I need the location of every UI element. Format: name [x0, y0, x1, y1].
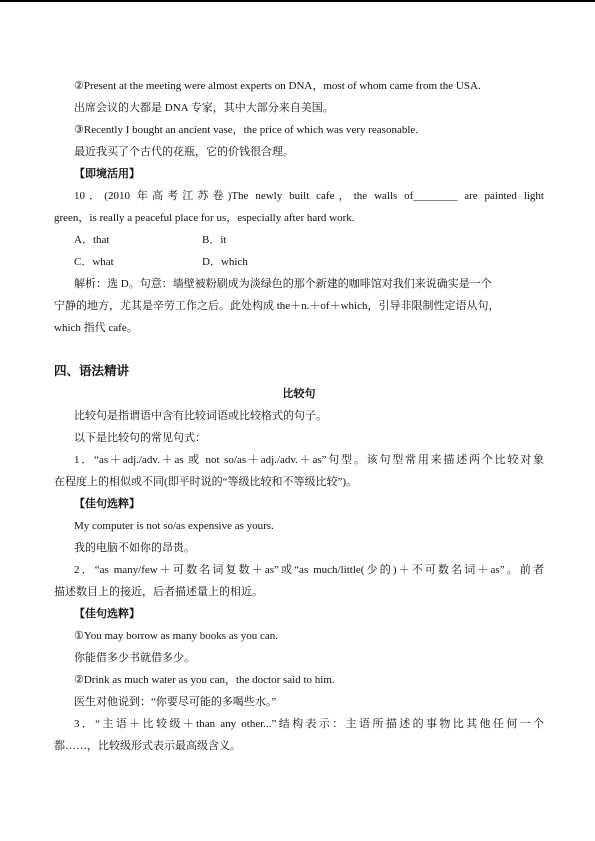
option-a: A．that	[74, 234, 110, 246]
point-2-example-2-chinese: 医生对他说到：“你要尽可能的多喝些水。”	[74, 696, 277, 708]
option-b: B．it	[202, 234, 227, 246]
examples-title-1: 【佳句选粹】	[74, 498, 140, 510]
point-1-example-chinese: 我的电脑不如你的昂贵。	[74, 542, 195, 554]
answer-line-2: 宁静的地方，尤其是辛劳工作之后。此处构成 the＋n.＋of＋which，引导非限制性定语从句，	[54, 300, 500, 312]
point-1-line-2: 在程度上的相似或不同(即平时说的“等级比较和不等级比较”)。	[54, 476, 358, 488]
answer-line-1: 解析：选 D。句意：墙壁被粉刷成为淡绿色的那个新建的咖啡馆对我们来说确实是一个	[74, 278, 492, 290]
point-2-example-1-chinese: 你能借多少书就借多少。	[74, 652, 195, 664]
page-top-rule	[0, 0, 595, 2]
option-d: D．which	[202, 256, 248, 268]
point-3-line-1: 3．“主语＋比较级＋than any other...”结构表示：主语所描述的事物比其他任何一个	[74, 718, 544, 730]
examples-title-2: 【佳句选粹】	[74, 608, 140, 620]
example-2-english: ②Present at the meeting were almost experts on DNA，most of whom came from the USA.	[74, 80, 481, 92]
topic-title: 比较句	[282, 388, 316, 400]
intro-line-2: 以下是比较句的常见句式：	[74, 432, 206, 444]
question-10-line-2: green，is really a peaceful place for us，especially after hard work.	[54, 212, 355, 224]
intro-line-1: 比较句是指谓语中含有比较词语或比较格式的句子。	[74, 410, 327, 422]
point-2-line-1: 2．“as many/few＋可数名词复数＋as”或“as much/little(少的)＋不可数名词＋as”。前者	[74, 564, 544, 576]
point-1-example-english: My computer is not so/as expensive as yours.	[74, 520, 274, 532]
point-3-line-2: 都……，比较级形式表示最高级含义。	[54, 740, 241, 752]
section-heading-grammar: 四、语法精讲	[54, 364, 130, 378]
point-2-line-2: 描述数目上的接近，后者描述量上的相近。	[54, 586, 263, 598]
example-2-chinese: 出席会议的大都是 DNA 专家，其中大部分来自美国。	[74, 102, 334, 114]
options-row-2	[74, 254, 248, 270]
example-3-english: ③Recently I bought an ancient vase，the price of which was very reasonable.	[74, 124, 419, 136]
example-3-chinese: 最近我买了个古代的花瓶，它的价钱很合理。	[74, 146, 294, 158]
practice-title: 【即境活用】	[74, 168, 140, 180]
point-2-example-1-english: ①You may borrow as many books as you can.	[74, 630, 278, 642]
point-1-line-1: 1．“as＋adj./adv.＋as 或 not so/as＋adj./adv.＋as”句型。该句型常用来描述两个比较对象	[74, 454, 544, 466]
answer-line-3: which 指代 cafe。	[54, 322, 138, 334]
question-10-line-1: 10．(2010 年高考江苏卷)The newly built cafe，the walls of________ are painted light	[74, 190, 544, 202]
option-c: C．what	[74, 256, 114, 268]
point-2-example-2-english: ②Drink as much water as you can，the doctor said to him.	[74, 674, 335, 686]
options-row-1	[74, 232, 226, 248]
